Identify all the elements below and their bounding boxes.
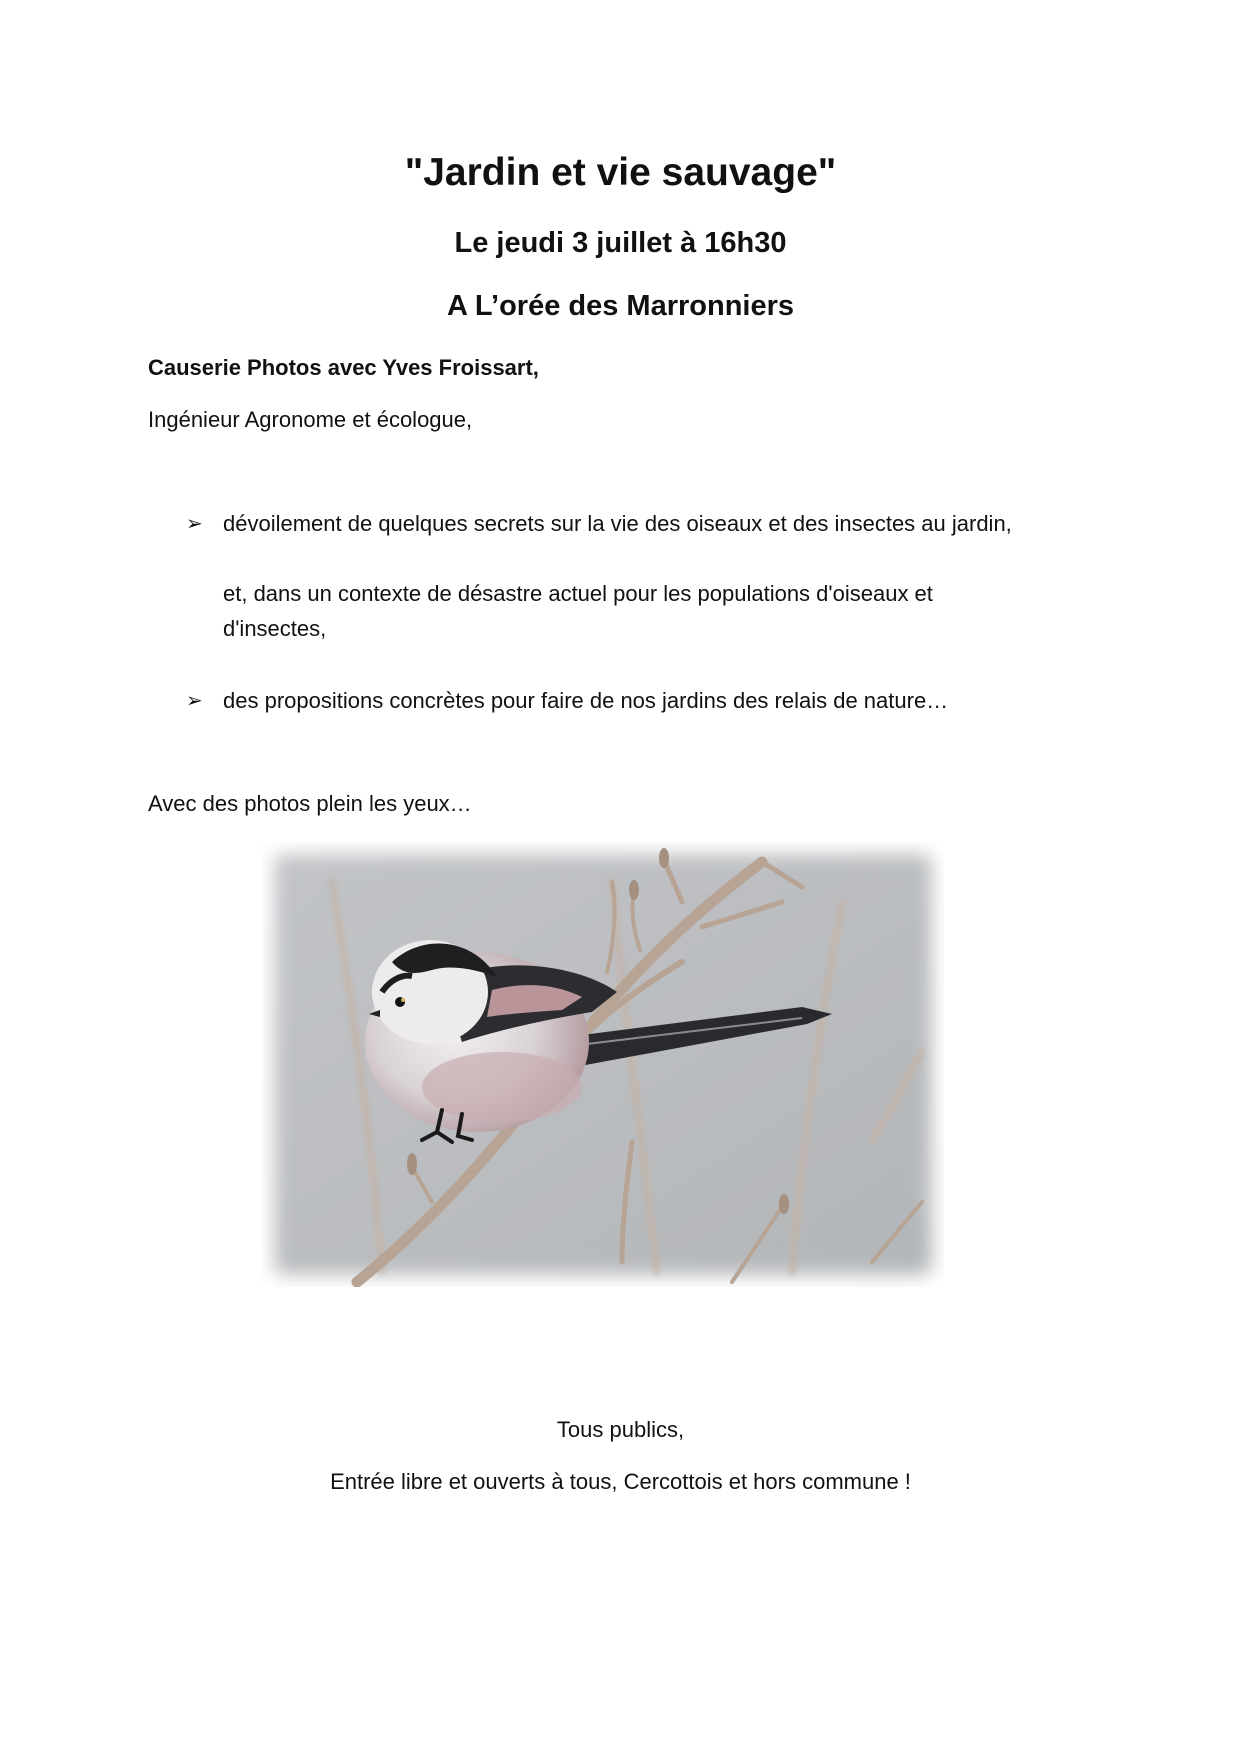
event-date: Le jeudi 3 juillet à 16h30 — [454, 227, 787, 259]
bullet-context-line-2: d'insectes, — [223, 616, 327, 641]
entry-line: Entrée libre et ouverts à tous, Cercottois et hors commune ! — [330, 1469, 911, 1494]
audience-line: Tous publics, — [556, 1417, 685, 1442]
bullet-item-proposals: des propositions concrètes pour faire de nos jardins des relais de nature… — [223, 688, 949, 713]
speaker-role: Ingénieur Agronome et écologue, — [148, 407, 473, 432]
long-tailed-tit-illustration — [262, 842, 944, 1287]
photos-caption: Avec des photos plein les yeux… — [148, 791, 472, 816]
arrow-bullet-icon: ➢ — [186, 513, 203, 535]
event-title: "Jardin et vie sauvage" — [404, 151, 837, 194]
bullet-context-line-1: et, dans un contexte de désastre actuel pour les populations d'oiseaux et — [223, 581, 933, 606]
event-venue: A L’orée des Marronniers — [446, 290, 795, 322]
arrow-bullet-icon: ➢ — [186, 690, 203, 712]
speaker-line: Causerie Photos avec Yves Froissart, — [148, 355, 539, 380]
bird-photo — [262, 842, 944, 1287]
bullet-item-secrets: dévoilement de quelques secrets sur la vie des oiseaux et des insectes au jardin, — [223, 511, 1012, 536]
